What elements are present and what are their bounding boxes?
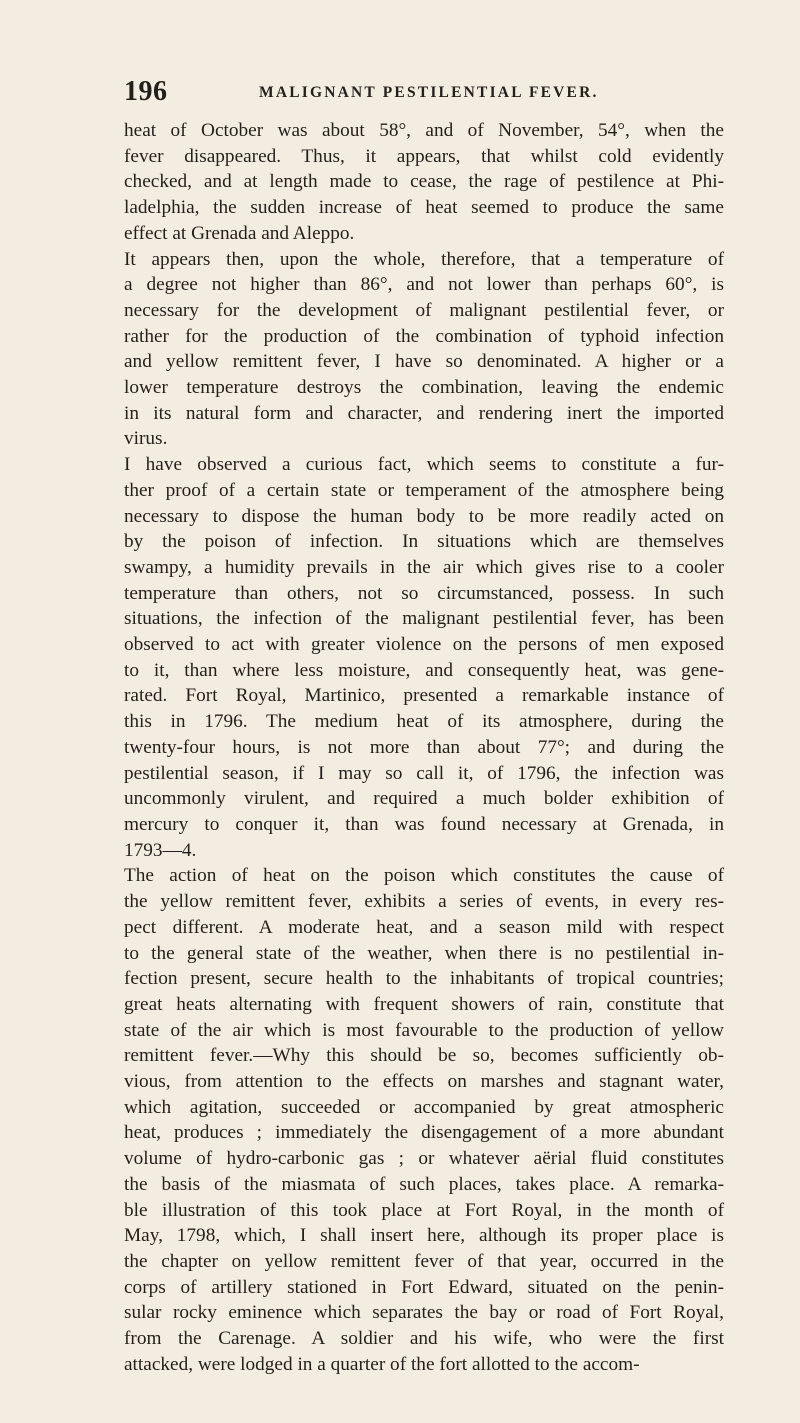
text-line: ble illustration of this took place at Fort Royal, in the month of	[124, 1199, 724, 1221]
text-line: fection present, secure health to the inhabitants of tropical countries;	[124, 968, 724, 990]
text-line: temperature than others, not so circumstanced, possess. In such	[124, 582, 724, 604]
text-line: in its natural form and character, and rendering inert the imported	[124, 402, 724, 424]
text-line: from the Carenage. A soldier and his wife, who were the first	[124, 1328, 724, 1350]
text-line: checked, and at length made to cease, the rage of pestilence at Phi-	[124, 171, 724, 193]
text-line: ladelphia, the sudden increase of heat seemed to produce the same	[124, 197, 724, 219]
paragraph	[124, 247, 724, 453]
text-line: rather for the production of the combination of typhoid infection	[124, 325, 724, 347]
text-line: effect at Grenada and Aleppo.	[124, 222, 355, 244]
running-head: MALIGNANT PESTILENTIAL FEVER.	[259, 84, 599, 101]
text-line: great heats alternating with frequent showers of rain, constitute that	[124, 993, 724, 1015]
text-line: necessary for the development of malignant pestilential fever, or	[124, 299, 724, 321]
text-line: heat of October was about 58°, and of November, 54°, when the	[124, 120, 724, 141]
text-line: heat, produces ; immediately the disengagement of a more abundant	[124, 1122, 724, 1144]
text-line: vious, from attention to the effects on marshes and stagnant water,	[124, 1071, 724, 1093]
text-line: mercury to conquer it, than was found necessary at Grenada, in	[124, 813, 724, 835]
text-line: The action of heat on the poison which constitutes the cause of	[124, 865, 724, 887]
text-line: a degree not higher than 86°, and not lower than perhaps 60°, is	[124, 274, 724, 296]
text-line: rated. Fort Royal, Martinico, presented a remarkable instance of	[124, 685, 724, 707]
text-line: and yellow remittent fever, I have so denominated. A higher or a	[124, 351, 724, 373]
text-line: pestilential season, if I may so call it, of 1796, the infection was	[124, 762, 724, 784]
text-line: pect different. A moderate heat, and a season mild with respect	[124, 916, 724, 938]
page-number: 196	[124, 76, 168, 107]
text-line: lower temperature destroys the combination, leaving the endemic	[124, 377, 724, 399]
text-line: which agitation, succeeded or accompanied by great atmospheric	[124, 1096, 724, 1118]
text-line: swampy, a humidity prevails in the air which gives rise to a cooler	[124, 556, 724, 578]
text-line: volume of hydro-carbonic gas ; or whatever aërial fluid constitutes	[124, 1148, 724, 1170]
text-line: It appears then, upon the whole, therefore, that a temperature of	[124, 248, 724, 270]
text-line: to it, than where less moisture, and consequently heat, was gene-	[124, 659, 724, 681]
text-line: to the general state of the weather, when there is no pestilential in-	[124, 942, 724, 964]
text-line: this in 1796. The medium heat of its atmosphere, during the	[124, 711, 724, 733]
text-line: the basis of the miasmata of such places, takes place. A remarka-	[124, 1173, 724, 1195]
text-line: observed to act with greater violence on the persons of men exposed	[124, 634, 724, 656]
text-line: remittent fever.—Why this should be so, becomes sufficiently ob-	[124, 1045, 724, 1067]
paragraph	[124, 863, 724, 1377]
text-line: the chapter on yellow remittent fever of that year, occurred in the	[124, 1250, 724, 1272]
text-line: sular rocky eminence which separates the bay or road of Fort Royal,	[124, 1302, 724, 1324]
text-line: attacked, were lodged in a quarter of the fort allotted to the accom-	[124, 1353, 640, 1375]
text-line: fever disappeared. Thus, it appears, that whilst cold evidently	[124, 145, 724, 167]
text-line: situations, the infection of the malignant pestilential fever, has been	[124, 608, 724, 630]
text-line: corps of artillery stationed in Fort Edward, situated on the penin-	[124, 1276, 724, 1298]
page-header	[124, 76, 724, 110]
text-line: the yellow remittent fever, exhibits a series of events, in every res-	[124, 891, 724, 913]
text-line: necessary to dispose the human body to be more readily acted on	[124, 505, 724, 527]
text-line: I have observed a curious fact, which seems to constitute a fur-	[124, 454, 724, 476]
text-line: by the poison of infection. In situations which are themselves	[124, 531, 724, 553]
text-line: virus.	[124, 428, 168, 450]
text-line: 1793—4.	[124, 839, 197, 861]
text-line: ther proof of a certain state or temperament of the atmosphere being	[124, 479, 724, 501]
body-text	[124, 118, 724, 1377]
paragraph	[124, 452, 724, 863]
paragraph	[124, 118, 724, 247]
text-line: uncommonly virulent, and required a much bolder exhibition of	[124, 788, 724, 810]
text-line: twenty-four hours, is not more than about 77°; and during the	[124, 736, 724, 758]
text-line: May, 1798, which, I shall insert here, although its proper place is	[124, 1225, 724, 1247]
text-line: state of the air which is most favourable to the production of yellow	[124, 1019, 724, 1041]
